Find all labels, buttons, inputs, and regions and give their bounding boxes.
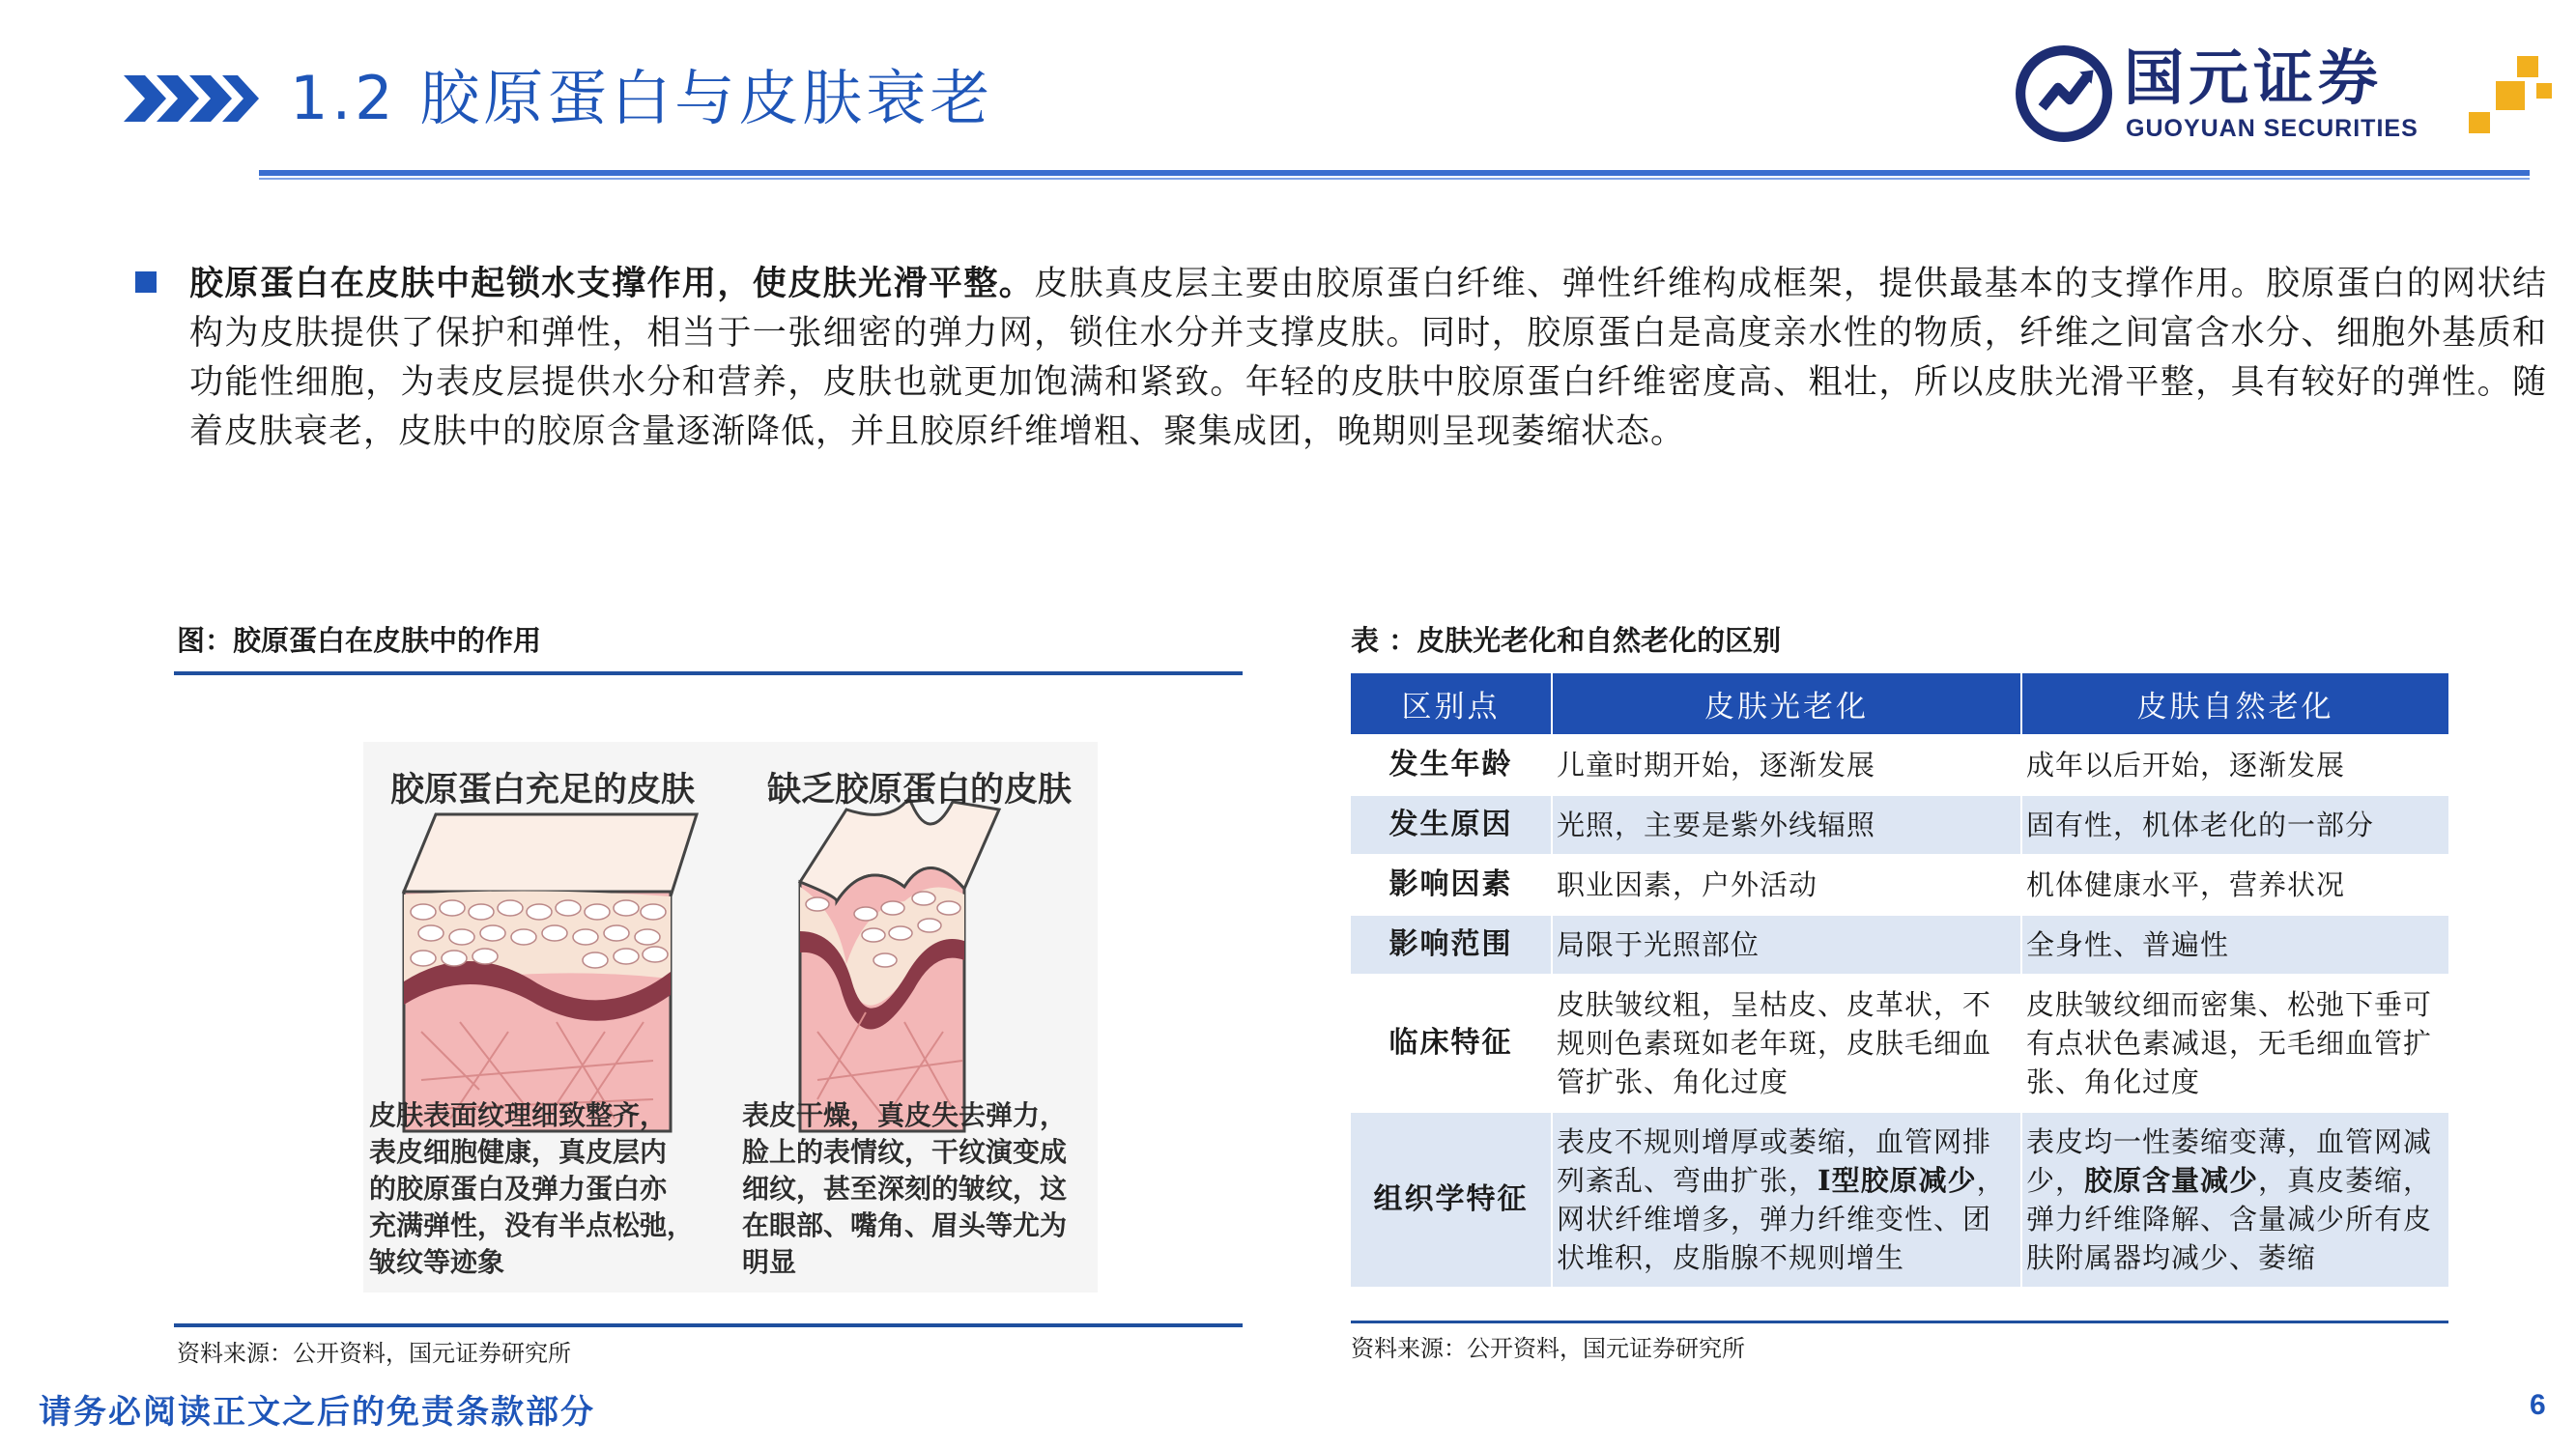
logo-gold-square	[2536, 83, 2552, 99]
table-row	[1351, 1112, 2448, 1287]
logo-gold-square	[2517, 56, 2538, 77]
photoaging-cell	[1552, 1112, 2021, 1287]
natural-aging-cell: 机体健康水平，营养状况	[2021, 855, 2448, 915]
photoaging-cell: 职业因素，户外活动	[1552, 855, 2021, 915]
header-difference: 区别点	[1351, 673, 1552, 735]
figure-rule-bottom	[174, 1323, 1243, 1327]
natural-text-a: 表皮均一性萎缩变薄，血管网减少，	[2026, 1125, 2433, 1197]
row-key: 组织学特征	[1351, 1112, 1552, 1287]
healthy-skin-description: 皮肤表面纹理细致整齐， 表皮细胞健康，真皮层内 的胶原蛋白及弹力蛋白亦 充满弹性，没有半点松弛， 皱纹等迹象	[369, 1099, 695, 1278]
photoaging-cell: 皮肤皱纹粗，呈枯皮、皮革状，不规则色素斑如老年斑，皮肤毛细血管扩张、角化过度	[1552, 975, 2021, 1112]
title-chevrons-icon	[124, 70, 259, 128]
logo-gold-square	[2496, 81, 2525, 110]
company-logo	[2015, 41, 2556, 147]
row-key: 临床特征	[1351, 975, 1552, 1112]
photoaging-cell: 光照，主要是紫外线辐照	[1552, 795, 2021, 855]
table-row	[1351, 795, 2448, 855]
aged-skin-title: 缺乏胶原蛋白的皮肤	[767, 771, 1073, 810]
aged-skin-block	[800, 798, 999, 1131]
row-key: 影响范围	[1351, 915, 1552, 975]
figure-caption: 图：胶原蛋白在皮肤中的作用	[177, 624, 542, 657]
healthy-skin-block	[404, 814, 697, 1131]
photoaging-cell: 局限于光照部位	[1552, 915, 2021, 975]
natural-highlight: 胶原含量减少	[2084, 1164, 2259, 1197]
natural-aging-cell: 皮肤皱纹细而密集、松弛下垂可有点状色素减退，无毛细血管扩张、角化过度	[2021, 975, 2448, 1112]
aging-comparison-table	[1351, 673, 2448, 1287]
photoaging-text-c: ，网状纤维增多，弹力纤维变性、团状堆积，皮脂腺不规则增生	[1557, 1164, 2006, 1274]
logo-emblem-icon	[2015, 44, 2113, 143]
natural-aging-cell: 成年以后开始，逐渐发展	[2021, 735, 2448, 795]
body-paragraph	[189, 259, 2547, 457]
header-photoaging: 皮肤光老化	[1552, 673, 2021, 735]
aged-skin-description: 表皮干燥，真皮失去弹力， 脸上的表情纹，干纹演变成 细纹，甚至深刻的皱纹，这 在眼部、嘴角、眉头等尤为 明显	[742, 1099, 1068, 1278]
healthy-skin-title: 胶原蛋白充足的皮肤	[390, 771, 696, 810]
row-key: 发生原因	[1351, 795, 1552, 855]
table-rule-bottom	[1351, 1321, 2448, 1323]
table-row	[1351, 975, 2448, 1112]
header-natural-aging: 皮肤自然老化	[2021, 673, 2448, 735]
logo-english-name: GUOYUAN SECURITIES	[2126, 115, 2419, 142]
table-header-row	[1351, 673, 2448, 735]
table-source: 资料来源：公开资料，国元证券研究所	[1351, 1335, 1745, 1362]
table-caption: 表 ：皮肤光老化和自然老化的区别	[1351, 624, 1782, 657]
logo-gold-square	[2469, 112, 2490, 133]
photoaging-text-a: 表皮不规则增厚或萎缩，血管网排列紊乱、弯曲扩张，	[1557, 1125, 1992, 1197]
row-key: 发生年龄	[1351, 735, 1552, 795]
natural-aging-cell: 全身性、普遍性	[2021, 915, 2448, 975]
table-row	[1351, 735, 2448, 795]
skin-collagen-illustration	[363, 742, 1098, 1293]
photoaging-highlight: Ⅰ型胶原减少	[1818, 1164, 1977, 1197]
title-underline-thin	[259, 178, 2530, 180]
natural-aging-cell	[2021, 1112, 2448, 1287]
page-number: 6	[2530, 1389, 2546, 1421]
natural-aging-cell: 固有性，机体老化的一部分	[2021, 795, 2448, 855]
logo-chinese-name: 国元证券	[2124, 43, 2384, 113]
page-title: 1.2 胶原蛋白与皮肤衰老	[290, 63, 994, 133]
row-key: 影响因素	[1351, 855, 1552, 915]
photoaging-cell: 儿童时期开始，逐渐发展	[1552, 735, 2021, 795]
table-row	[1351, 855, 2448, 915]
natural-text-c: ，真皮萎缩，弹力纤维降解、含量减少所有皮肤附属器均减少、萎缩	[2026, 1164, 2433, 1274]
disclaimer-notice: 请务必阅读正文之后的免责条款部分	[39, 1393, 595, 1432]
paragraph-body: 皮肤真皮层主要由胶原蛋白纤维、弹性纤维构成框架，提供最基本的支撑作用。胶原蛋白的网状结构为皮肤提供了保护和弹性，相当于一张细密的弹力网，锁住水分并支撑皮肤。同时，胶原蛋白是高度亲水性的物质，纤维之间富含水分、细胞外基质和功能性细胞，为表皮层提供水分和营养，皮肤也就更加饱满和紧致。年轻的皮肤中胶原蛋白纤维密度高、粗壮，所以皮肤光滑平整，具有较好的弹性。随着皮肤衰老，皮肤中的胶原含量逐渐降低，并且胶原纤维增粗、聚集成团，晚期则呈现萎缩状态。	[189, 265, 2547, 451]
table-row	[1351, 915, 2448, 975]
bullet-marker	[135, 271, 157, 293]
figure-rule-top	[174, 671, 1243, 675]
title-underline	[259, 170, 2530, 176]
figure-source: 资料来源：公开资料，国元证券研究所	[177, 1340, 571, 1367]
paragraph-lead: 胶原蛋白在皮肤中起锁水支撑作用，使皮肤光滑平整。	[189, 264, 1035, 303]
